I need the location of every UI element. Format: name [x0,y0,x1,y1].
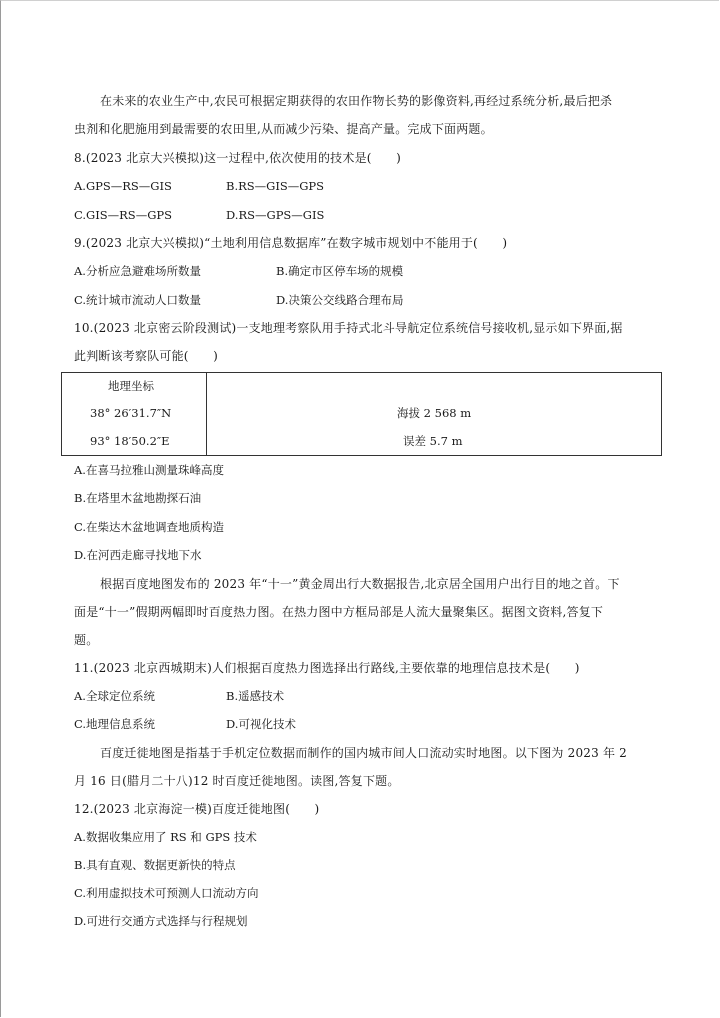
q12-option-d: D.可进行交通方式选择与行程规划 [74,914,248,928]
coord-longitude: 93° 18′50.2″E [90,434,170,448]
q10-stem-line1: 10.(2023 北京密云阶段测试)一支地理考察队用手持式北斗导航定位系统信号接收机,显示如下界面,据 [74,321,623,335]
intro1-line2: 虫剂和化肥施用到最需要的农田里,从而减少污染、提高产量。完成下面两题。 [74,122,493,136]
q10-option-c: C.在柴达木盆地调查地质构造 [74,520,225,534]
q10-option-a: A.在喜马拉雅山测量珠峰高度 [74,463,224,477]
q12-option-a: A.数据收集应用了 RS 和 GPS 技术 [74,830,257,844]
q12-option-c: C.利用虚拟技术可预测人口流动方向 [74,886,259,900]
q11-option-d: D.可视化技术 [226,717,296,731]
q8-option-a: A.GPS—RS—GIS [74,179,172,193]
coord-header: 地理坐标 [108,379,154,393]
q9-option-c: C.统计城市流动人口数量 [74,293,202,307]
intro3-line1: 百度迁徙地图是指基于手机定位数据而制作的国内城市间人口流动实时地图。以下图为 2023 年 2 [100,746,628,760]
coordinate-table [61,372,662,456]
error-reading: 误差 5.7 m [403,434,463,448]
altitude-reading: 海拔 2 568 m [397,406,472,420]
q9-option-a: A.分析应急避难场所数量 [74,264,201,278]
q8-option-c: C.GIS—RS—GPS [74,208,172,222]
q8-option-b: B.RS—GIS—GPS [226,179,325,193]
q11-option-b: B.遥感技术 [226,689,285,703]
intro3-line2: 月 16 日(腊月二十八)12 时百度迁徙地图。读图,答复下题。 [74,774,400,788]
intro2-line1: 根据百度地图发布的 2023 年“十一”黄金周出行大数据报告,北京居全国用户出行目的地之首。下 [100,577,620,591]
q11-stem: 11.(2023 北京西城期末)人们根据百度热力图选择出行路线,主要依靠的地理信息技术是( ) [74,661,580,675]
q12-option-b: B.具有直观、数据更新快的特点 [74,858,236,872]
q12-stem: 12.(2023 北京海淀一模)百度迁徙地图( ) [74,802,320,816]
q11-option-c: C.地理信息系统 [74,717,156,731]
q10-option-d: D.在河西走廊寻找地下水 [74,548,202,562]
q10-stem-line2: 此判断该考察队可能( ) [74,349,218,363]
q9-stem: 9.(2023 北京大兴模拟)“土地利用信息数据库”在数字城市规划中不能用于( ) [74,236,508,250]
coord-latitude: 38° 26′31.7″N [90,406,172,420]
q9-option-d: D.决策公交线路合理布局 [276,293,404,307]
coordinate-cell [62,373,207,456]
q11-option-a: A.全球定位系统 [74,689,155,703]
q8-option-d: D.RS—GPS—GIS [226,208,325,222]
intro1-line1: 在未来的农业生产中,农民可根据定期获得的农田作物长势的影像资料,再经过系统分析,最后把杀 [100,94,613,108]
q10-option-b: B.在塔里木盆地勘探石油 [74,491,202,505]
intro2-line3: 题。 [74,633,99,647]
intro2-line2: 面是“十一”假期两幅即时百度热力图。在热力图中方框局部是人流大量聚集区。据图文资料,答复下 [74,605,604,619]
q9-option-b: B.确定市区停车场的规模 [276,264,404,278]
q8-stem: 8.(2023 北京大兴模拟)这一过程中,依次使用的技术是( ) [74,151,401,165]
reading-cell [207,373,662,456]
